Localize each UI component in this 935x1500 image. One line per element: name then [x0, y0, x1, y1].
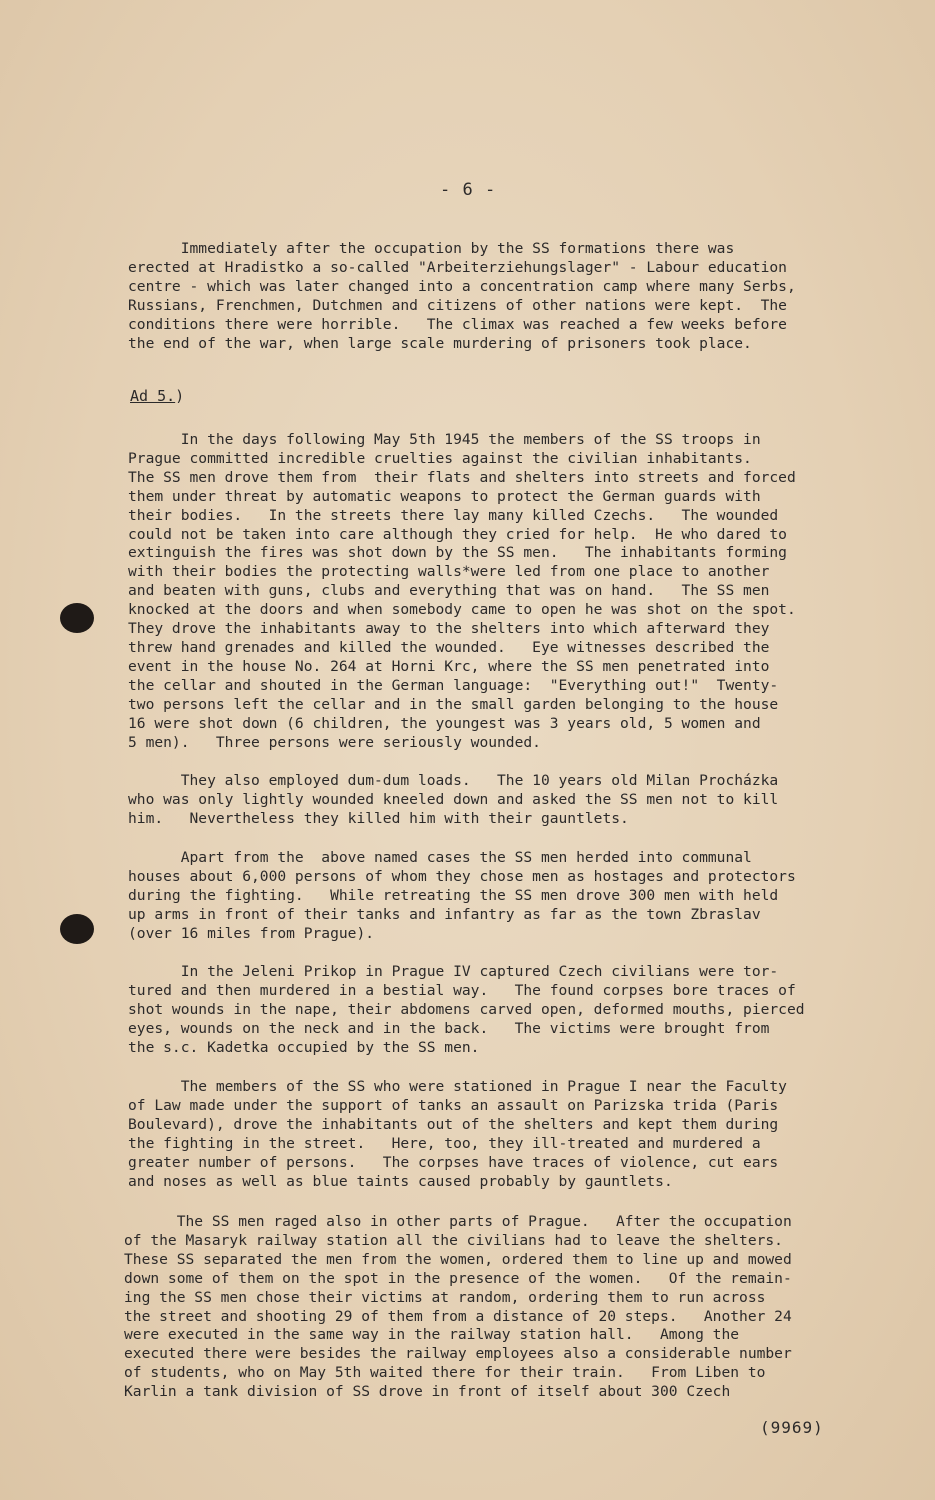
paragraph-may-5th: In the days following May 5th 1945 the members of the SS troops in Prague committed incredible cruelties against the civilian inhabitants. The SS men drove them from their flats and shelters into streets and forced them under threat by automatic weapons to protect the German guards with their bodies. In the streets there lay many killed Czechs. The wounded could not be taken into care although they cried for help. He who dared to extinguish the fires was shot down by the SS men. The inhabitants forming with their bodies the protecting walls*were led from one place to another and beaten with guns, clubs and everything that was on hand. The SS men knocked at the doors and when somebody came to open he was shot on the spot. They drove the inhabitants away to the shelters into which afterward they threw hand grenades and killed the wounded. Eye witnesses described the event in the house No. 264 at Horni Krc, where the SS men penetrated into the cellar and shouted in the German language: "Everything out!" Twenty- two persons left the cellar and in the small garden belonging to the house 16 were shot down (6 children, the youngest was 3 years old, 5 women and 5 men). Three persons were seriously wounded. [128, 431, 796, 751]
section-heading [130, 387, 184, 405]
punch-hole-upper [60, 603, 94, 633]
section-heading-label: Ad 5. [130, 387, 176, 405]
punch-hole-lower [60, 914, 94, 944]
paragraph-hradistko: Immediately after the occupation by the SS formations there was erected at Hradistko a so-called "Arbeiterziehungslager" - Labour education centre - which was later changed into a concentration camp where many Serbs, Russians, Frenchmen, Dutchmen and citizens of other nations were kept. The conditions there were horrible. The climax was reached a few weeks before the end of the war, when large scale murdering of prisoners took place. [128, 240, 796, 352]
paragraph-jeleni-prikop: In the Jeleni Prikop in Prague IV captured Czech civilians were tor- tured and then murdered in a bestial way. The found corpses bore traces of shot wounds in the nape, their abdomens carved open, deformed mouths, pierced eyes, wounds on the neck and in the back. The victims were brought from the s.c. Kadetka occupied by the SS men. [128, 963, 805, 1056]
paragraph-masaryk-station: The SS men raged also in other parts of Prague. After the occupation of the Masaryk railway station all the civilians had to leave the shelters. These SS separated the men from the women, ordered them to line up and mowed down some of them on the spot in the presence of the women. Of the remain- ing the SS men chose their victims at random, ordering them to run across the street and shooting 29 of them from a distance of 20 steps. Another 24 were executed in the same way in the railway station hall. Among the executed there were besides the railway employees also a considerable number of students, who on May 5th waited there for their train. From Liben to Karlin a tank division of SS drove in front of itself about 300 Czech [124, 1213, 792, 1401]
paragraph-dum-dum: They also employed dum-dum loads. The 10 years old Milan Procházka who was only lightly wounded kneeled down and asked the SS men not to kill him. Nevertheless they killed him with their gauntlets. [128, 772, 779, 827]
paragraph-faculty-of-law: The members of the SS who were stationed in Prague I near the Faculty of Law made under the support of tanks an assault on Parizska trida (Paris Boulevard), drove the inhabitants out of the shelters and kept them during the fighting in the street. Here, too, they ill-treated and murdered a greater number of persons. The corpses have traces of violence, cut ears and noses as well as blue taints caused probably by gauntlets. [128, 1078, 787, 1190]
page-number: - 6 - [440, 180, 497, 200]
document-code: (9969) [760, 1418, 824, 1437]
paragraph-hostages: Apart from the above named cases the SS men herded into communal houses about 6,000 persons of whom they chose men as hostages and protectors during the fighting. While retreating the SS men drove 300 men with held up arms in front of their tanks and infantry as far as the town Zbraslav (over 16 miles from Prague). [128, 849, 796, 942]
section-heading-paren: ) [175, 387, 185, 405]
